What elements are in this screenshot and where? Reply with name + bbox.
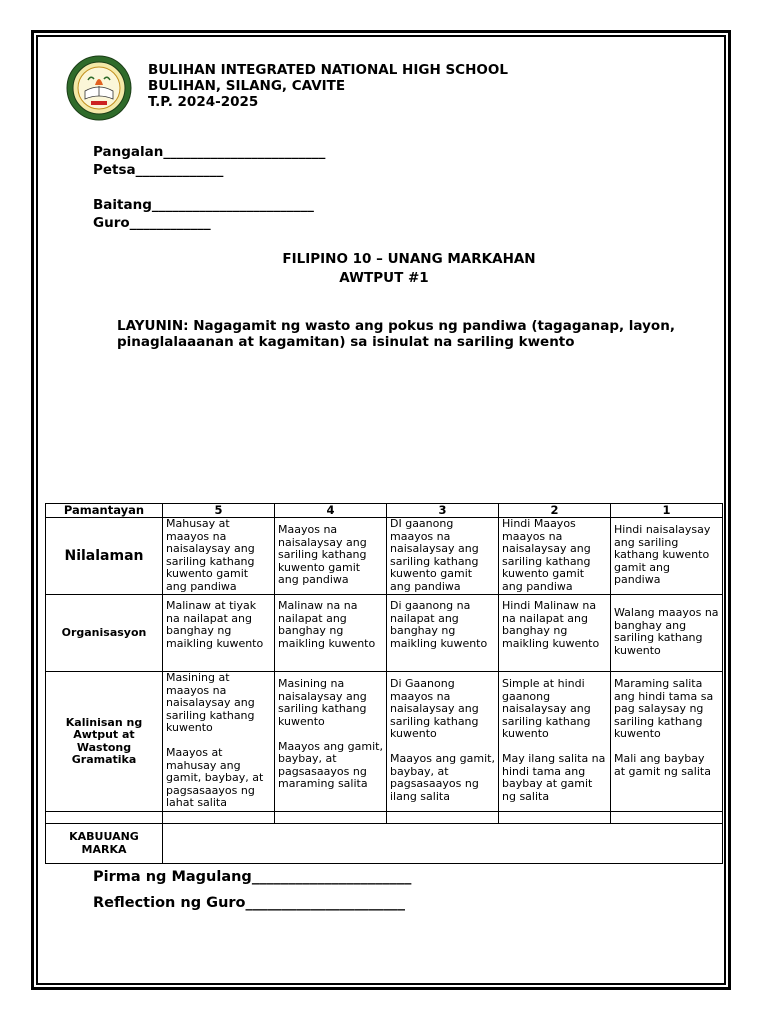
header-score-4: 4 xyxy=(275,504,387,518)
document-subtitle: AWTPUT #1 xyxy=(339,270,429,286)
rubric-cell: Masining na naisalaysay ang sariling kathang kuwento Maayos ang gamit, baybay, at pagsasaayos ng maraming salita xyxy=(275,672,387,812)
school-seal-logo xyxy=(66,55,132,121)
rubric-row-kalinisan xyxy=(46,672,723,812)
header-score-3: 3 xyxy=(387,504,499,518)
student-info-block-1 xyxy=(93,143,325,179)
petsa-field[interactable]: Petsa_____________ xyxy=(93,162,224,178)
document-title: FILIPINO 10 – UNANG MARKAHAN xyxy=(282,251,536,267)
baitang-field[interactable]: Baitang________________________ xyxy=(93,197,314,213)
rubric-cell: DI gaanong maayos na naisalaysay ang sariling kathang kuwento gamit ang pandiwa xyxy=(387,518,499,595)
header-pamantayan: Pamantayan xyxy=(46,504,163,518)
rubric-empty-cell xyxy=(611,812,723,824)
rubric-cell: Simple at hindi gaanong naisalaysay ang sariling kathang kuwento May ilang salita na hindi tama ang baybay at gamit ng salita xyxy=(499,672,611,812)
rubric-cell: Di Gaanong maayos na naisalaysay ang sariling kathang kuwento Maayos ang gamit, baybay, at pagsasaayos ng ilang salita xyxy=(387,672,499,812)
rubric-header-row xyxy=(46,504,723,518)
rubric-row-nilalaman xyxy=(46,518,723,595)
school-header xyxy=(148,62,508,110)
guro-field[interactable]: Guro____________ xyxy=(93,215,211,231)
school-name: BULIHAN INTEGRATED NATIONAL HIGH SCHOOL xyxy=(148,62,508,78)
criterion-kalinisan: Kalinisan ng Awtput at Wastong Gramatika xyxy=(46,672,163,812)
rubric-empty-cell xyxy=(387,812,499,824)
student-info-block-2 xyxy=(93,196,314,232)
pangalan-field[interactable]: Pangalan________________________ xyxy=(93,144,326,160)
rubric-cell: Malinaw na na nailapat ang banghay ng maikling kuwento xyxy=(275,595,387,672)
rubric-cell: Masining at maayos na naisalaysay ang sariling kathang kuwento Maayos at mahusay ang gamit, baybay, at pagsasaayos ng lahat salita xyxy=(163,672,275,812)
header-score-2: 2 xyxy=(499,504,611,518)
rubric-cell: Di gaanong na nailapat ang banghay ng maikling kuwento xyxy=(387,595,499,672)
header-score-5: 5 xyxy=(163,504,275,518)
rubric-cell: Hindi Maayos maayos na naisalaysay ang sariling kathang kuwento gamit ang pandiwa xyxy=(499,518,611,595)
rubric-empty-cell xyxy=(46,812,163,824)
school-address: BULIHAN, SILANG, CAVITE xyxy=(148,78,346,94)
total-label: KABUUANG MARKA xyxy=(46,824,163,864)
rubric-cell: Maayos na naisalaysay ang sariling kathang kuwento gamit ang pandiwa xyxy=(275,518,387,595)
criterion-organisasyon: Organisasyon xyxy=(46,595,163,672)
header-score-1: 1 xyxy=(611,504,723,518)
rubric-total-row xyxy=(46,824,723,864)
criterion-nilalaman: Nilalaman xyxy=(46,518,163,595)
total-score-field[interactable] xyxy=(163,824,723,864)
rubric-empty-cell xyxy=(163,812,275,824)
rubric-empty-cell xyxy=(275,812,387,824)
parent-signature-line[interactable]: Pirma ng Magulang______________________ xyxy=(93,869,412,885)
rubric-cell: Hindi naisalaysay ang sariling kathang kuwento gamit ang pandiwa xyxy=(611,518,723,595)
rubric-cell: Hindi Malinaw na na nailapat ang banghay ng maikling kuwento xyxy=(499,595,611,672)
teacher-reflection-line[interactable]: Reflection ng Guro______________________ xyxy=(93,895,405,911)
objective-text: LAYUNIN: Nagagamit ng wasto ang pokus ng pandiwa (tagaganap, layon, pinaglalaaanan at kagamitan) sa isinulat na sariling kwento xyxy=(117,318,675,350)
rubric-table xyxy=(45,503,723,864)
rubric-row-organisasyon xyxy=(46,595,723,672)
rubric-cell: Maraming salita ang hindi tama sa pag salaysay ng sariling kathang kuwento Mali ang baybay at gamit ng salita xyxy=(611,672,723,812)
rubric-cell: Mahusay at maayos na naisalaysay ang sariling kathang kuwento gamit ang pandiwa xyxy=(163,518,275,595)
rubric-spacer-row xyxy=(46,812,723,824)
rubric-empty-cell xyxy=(499,812,611,824)
rubric-cell: Malinaw at tiyak na nailapat ang banghay ng maikling kuwento xyxy=(163,595,275,672)
rubric-cell: Walang maayos na banghay ang sariling kathang kuwento xyxy=(611,595,723,672)
school-year: T.P. 2024-2025 xyxy=(148,94,259,110)
